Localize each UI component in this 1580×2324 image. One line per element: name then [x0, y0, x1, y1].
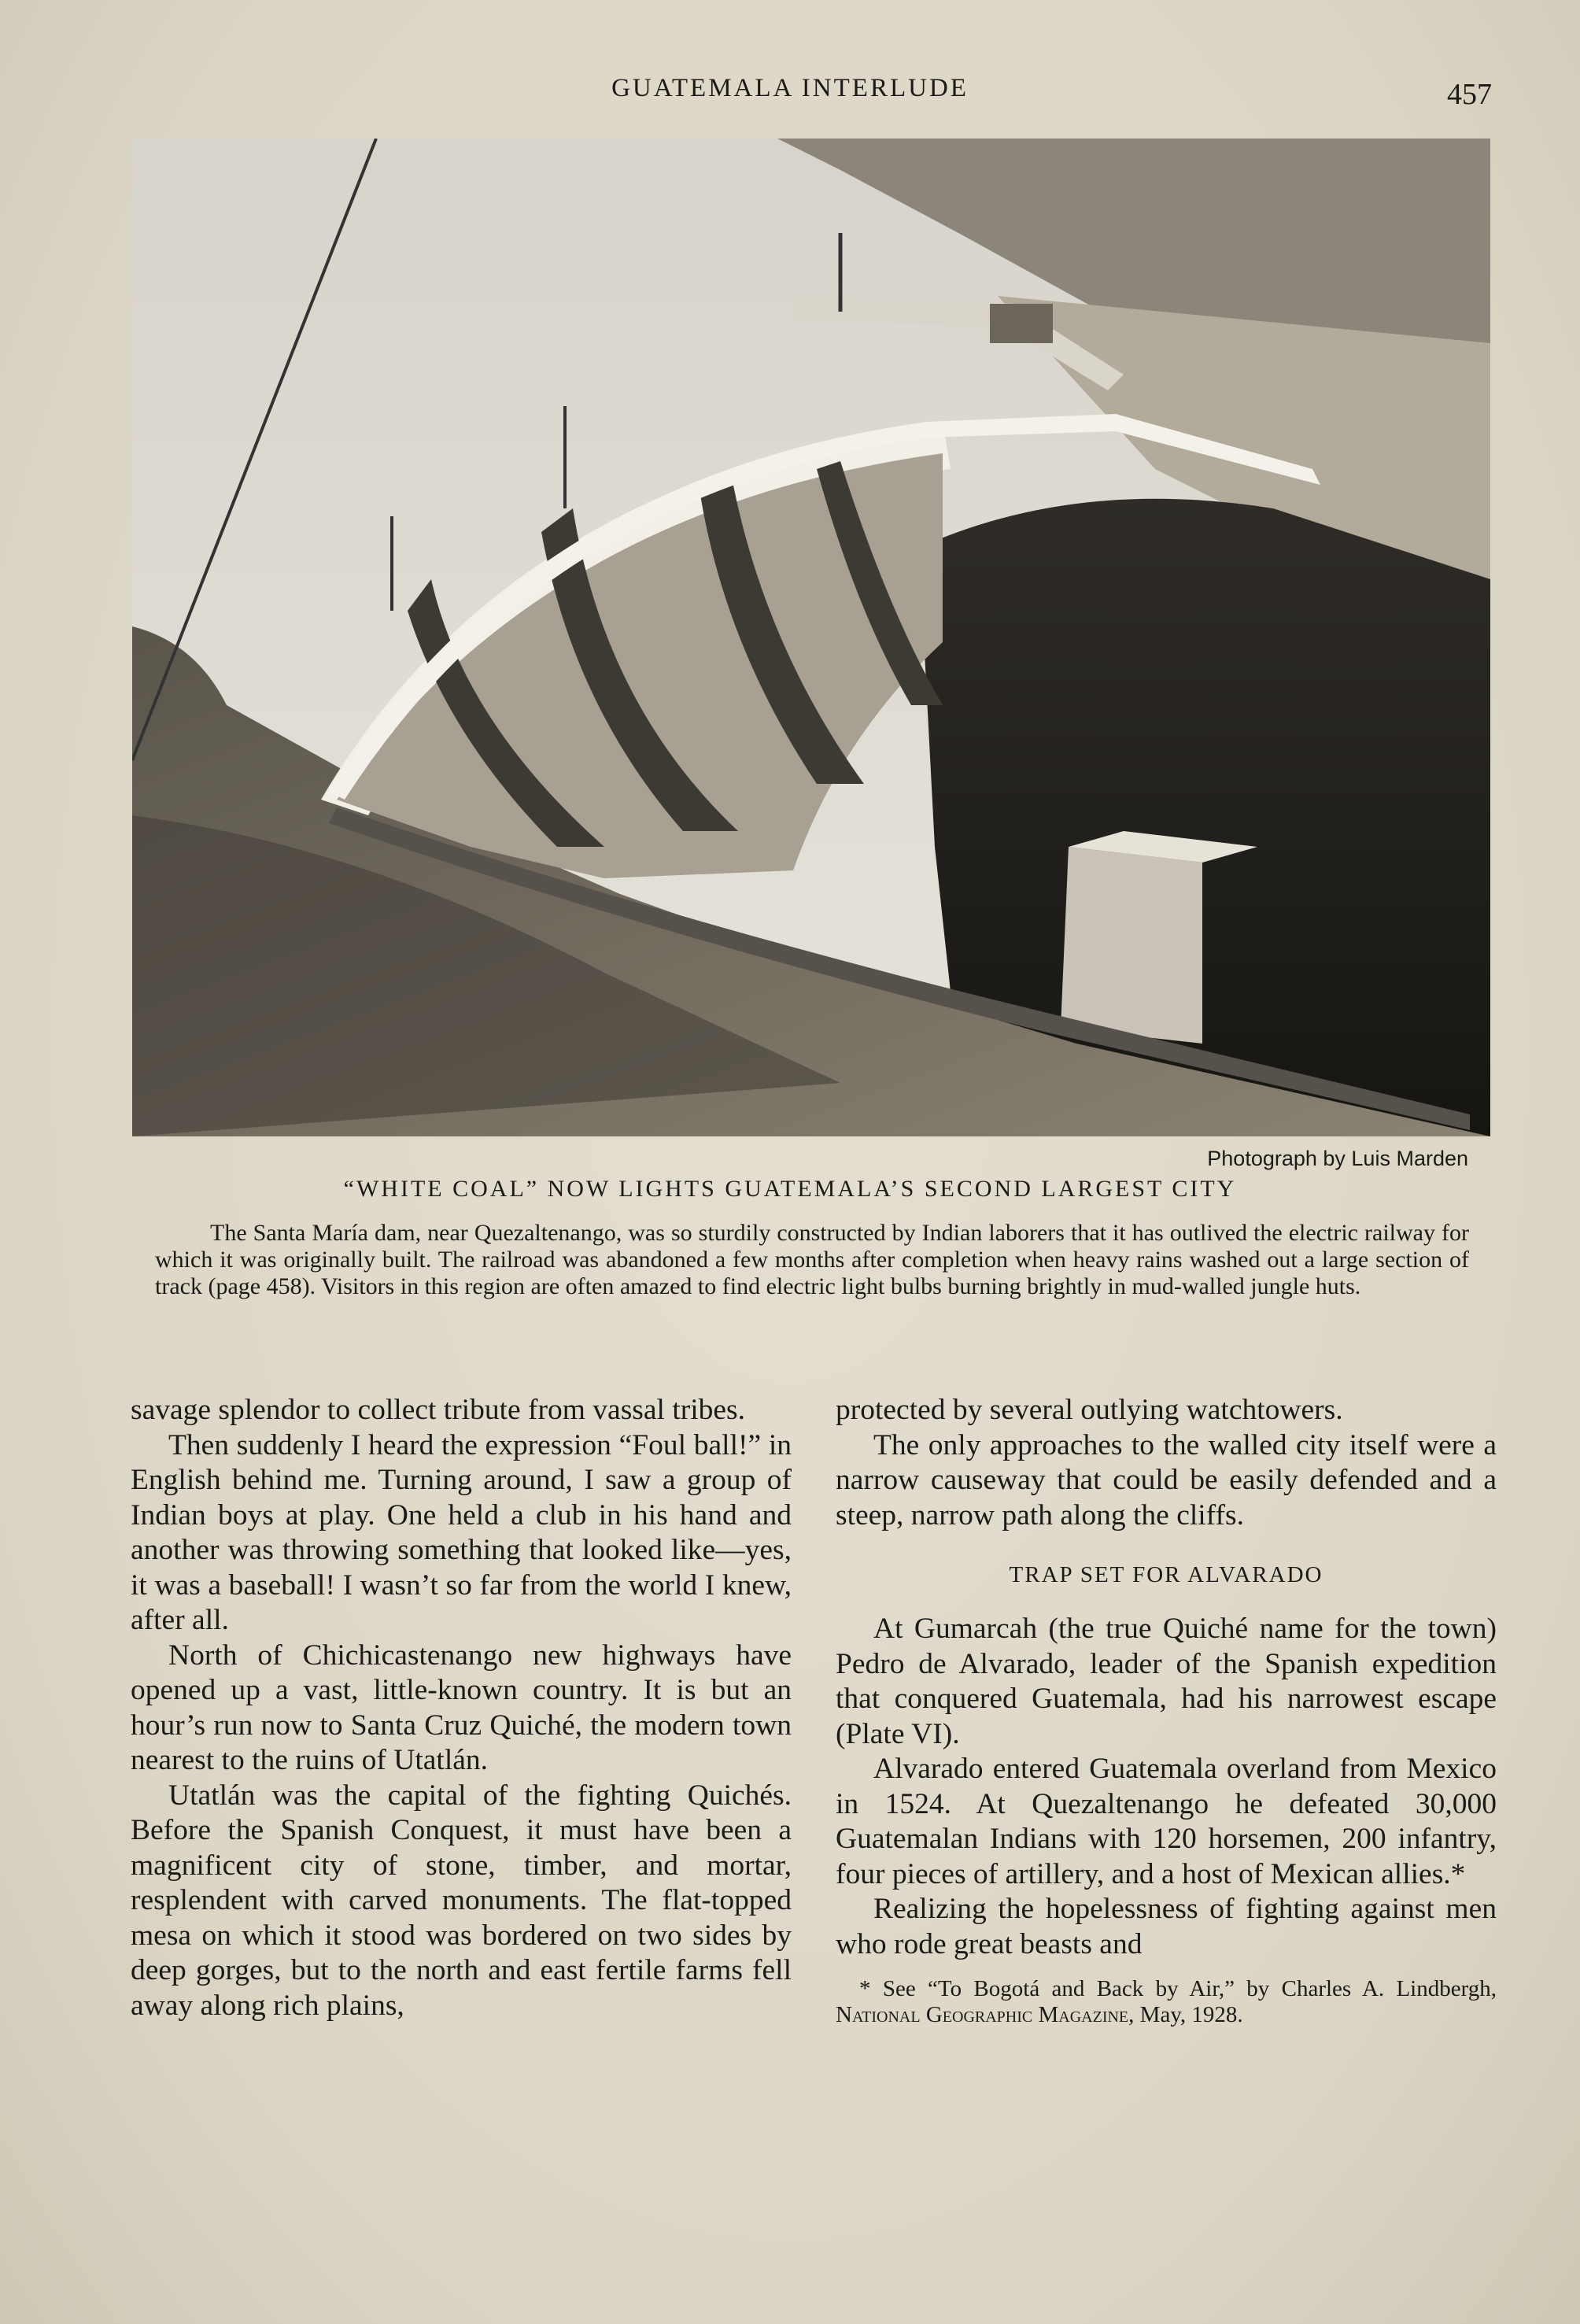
page-number: 457 [1447, 78, 1492, 111]
paragraph: The only approaches to the walled city itself were a narrow causeway that could be easily defended and a steep, narrow path along the cliffs. [836, 1428, 1497, 1531]
paragraph: North of Chichicastenango new highways have opened up a vast, little-known country. It is but an hour’s run now to Santa Cruz Quiché, the modern town nearest to the ruins of Utatlán. [131, 1639, 792, 1776]
footnote-text: * See “To Bogotá and Back by Air,” by Charles A. Lindbergh, [859, 1976, 1497, 2001]
running-head: GUATEMALA INTERLUDE [611, 74, 969, 102]
caption-body: The Santa María dam, near Quezaltenango, was so sturdily constructed by Indian laborers that it has outlived the electric railway for which it was originally built. The railroad was abandoned a few months after completion when heavy rains washed out a large section of track (page 458). Visitors in this region are often amazed to find electric light bulbs burning brightly in mud-walled jungle huts. [155, 1220, 1469, 1299]
section-subhead: TRAP SET FOR ALVARADO [1009, 1562, 1323, 1587]
paragraph: savage splendor to collect tribute from vassal tribes. [131, 1394, 746, 1426]
paragraph: protected by several outlying watchtowers. [836, 1394, 1343, 1426]
paragraph: Alvarado entered Guatemala overland from Mexico in 1524. At Quezaltenango he defeated 30,000 Guatemalan Indians with 120 horsemen, 200 infantry, four pieces of artillery, and a host of Mexican allies.* [836, 1753, 1497, 1890]
caption-title: “WHITE COAL” NOW LIGHTS GUATEMALA’S SECOND LARGEST CITY [343, 1176, 1237, 1202]
footnote [836, 1976, 1497, 2028]
paragraph: Realizing the hopelessness of fighting against men who rode great beasts and [836, 1893, 1497, 1960]
paragraph: Utatlán was the capital of the fighting Quichés. Before the Spanish Conquest, it must have been a magnificent city of stone, timber, and mortar, resplendent with carved monuments. The flat-topped mesa on which it stood was bordered on two sides by deep gorges, but to the north and east fertile farms fell away along rich plains, [131, 1779, 792, 2022]
paragraph: At Gumarcah (the true Quiché name for the town) Pedro de Alvarado, leader of the Spanish expedition that conquered Guatemala, had his narrowest escape (Plate VI). [836, 1613, 1497, 1750]
right-column [836, 1393, 1497, 2028]
dam-photo-illustration [132, 139, 1490, 1136]
left-column [131, 1393, 792, 2023]
dam-photograph [132, 139, 1490, 1136]
footnote-date: , May, 1928. [1128, 2002, 1243, 2027]
paragraph: Then suddenly I heard the expression “Foul ball!” in English behind me. Turning around, I saw a group of Indian boys at play. One held a club in his hand and another was throwing something that looked like—yes, it was a baseball! I wasn’t so far from the world I knew, after all. [131, 1428, 792, 1636]
photo-credit: Photograph by Luis Marden [1207, 1147, 1468, 1170]
footnote-magazine: National Geographic Magazine [836, 2002, 1129, 2027]
